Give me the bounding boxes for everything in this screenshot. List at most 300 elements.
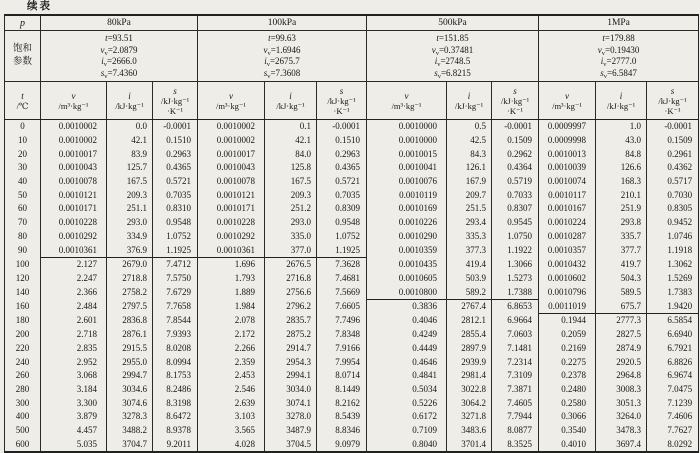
v-cell: 0.4046 bbox=[367, 314, 447, 328]
table-row bbox=[5, 243, 699, 257]
v-cell: 0.1944 bbox=[539, 314, 596, 328]
s-cell: 6.5854 bbox=[647, 314, 699, 328]
v-cell: 0.6172 bbox=[367, 410, 447, 424]
s-cell: 1.0752 bbox=[153, 230, 198, 244]
i-cell: 293.0 bbox=[265, 216, 317, 230]
i-cell: 0.5 bbox=[447, 120, 492, 134]
table-row bbox=[5, 202, 699, 216]
v-cell: 0.0010078 bbox=[198, 175, 265, 189]
i-cell: 2981.4 bbox=[447, 369, 492, 383]
i-cell: 2964.8 bbox=[596, 369, 647, 383]
i-cell: 3008.3 bbox=[596, 383, 647, 397]
v-cell: 4.457 bbox=[41, 424, 107, 438]
v-cell: 2.266 bbox=[198, 342, 265, 356]
v-cell: 3.565 bbox=[198, 424, 265, 438]
v-cell: 0.0010359 bbox=[367, 243, 447, 257]
v-cell: 0.0009998 bbox=[539, 134, 596, 148]
v-cell: 0.5034 bbox=[367, 383, 447, 397]
v-cell: 0.4449 bbox=[367, 342, 447, 356]
i-column-header: i /kJ·kg⁻¹ bbox=[447, 82, 492, 120]
i-cell: 3074.1 bbox=[265, 396, 317, 410]
v-cell: 5.035 bbox=[41, 437, 107, 452]
i-cell: 2836.8 bbox=[107, 314, 153, 328]
pressure-header-cell: 500kPa bbox=[367, 15, 539, 31]
temp-cell: 60 bbox=[5, 202, 41, 216]
v-cell: 2.601 bbox=[41, 314, 107, 328]
s-cell: 8.9378 bbox=[153, 424, 198, 438]
v-cell: 0.0010117 bbox=[539, 188, 596, 202]
i-cell: 3264.0 bbox=[596, 410, 647, 424]
i-cell: 419.7 bbox=[596, 257, 647, 271]
v-cell: 0.3540 bbox=[539, 424, 596, 438]
i-cell: 2777.3 bbox=[596, 314, 647, 328]
s-cell: 7.9166 bbox=[317, 342, 367, 356]
v-column-header: v /m³·kg⁻¹ bbox=[198, 82, 265, 120]
i-cell: 167.5 bbox=[265, 175, 317, 189]
s-cell: 1.7388 bbox=[492, 285, 539, 299]
s-cell: 8.5439 bbox=[317, 410, 367, 424]
saturation-line: $i_v=2748.5$ bbox=[434, 56, 471, 68]
table-row bbox=[5, 437, 699, 452]
saturation-line: $v_v=2.0879$ bbox=[100, 44, 138, 57]
v-cell: 0.0010041 bbox=[367, 161, 447, 175]
s-cell: 7.3109 bbox=[492, 369, 539, 383]
s-cell: 7.7944 bbox=[492, 410, 539, 424]
i-cell: 126.6 bbox=[596, 161, 647, 175]
temp-cell: 500 bbox=[5, 424, 41, 438]
i-cell: 335.0 bbox=[265, 230, 317, 244]
v-cell: 0.0010292 bbox=[41, 230, 107, 244]
i-cell: 589.5 bbox=[596, 285, 647, 299]
pressure-header-cell: 80kPa bbox=[41, 15, 198, 31]
table-row bbox=[5, 383, 699, 397]
s-cell: 7.7627 bbox=[647, 424, 699, 438]
v-cell: 3.184 bbox=[41, 383, 107, 397]
v-cell: 0.0010605 bbox=[367, 272, 447, 286]
v-cell: 0.8040 bbox=[367, 437, 447, 452]
s-cell: 8.0994 bbox=[153, 355, 198, 369]
i-cell: 503.9 bbox=[447, 272, 492, 286]
v-cell: 0.5226 bbox=[367, 396, 447, 410]
v-cell: 0.0010119 bbox=[367, 188, 447, 202]
s-cell: 0.9548 bbox=[153, 216, 198, 230]
v-cell: 0.0010432 bbox=[539, 257, 596, 271]
i-cell: 2875.2 bbox=[265, 328, 317, 342]
s-cell: 0.8310 bbox=[153, 202, 198, 216]
i-cell: 2716.8 bbox=[265, 272, 317, 286]
table-row bbox=[5, 257, 699, 271]
temp-cell: 70 bbox=[5, 216, 41, 230]
i-cell: 376.9 bbox=[107, 243, 153, 257]
i-cell: 209.3 bbox=[265, 188, 317, 202]
s-cell: 7.4712 bbox=[153, 257, 198, 271]
i-cell: 2939.9 bbox=[447, 355, 492, 369]
table-row bbox=[5, 216, 699, 230]
i-cell: 3271.8 bbox=[447, 410, 492, 424]
s-cell: 0.8307 bbox=[492, 202, 539, 216]
i-cell: 2874.9 bbox=[596, 342, 647, 356]
s-cell: 7.9954 bbox=[317, 355, 367, 369]
s-cell: 7.3871 bbox=[492, 383, 539, 397]
s-cell: 1.1925 bbox=[153, 243, 198, 257]
s-cell: 8.1449 bbox=[317, 383, 367, 397]
v-cell: 0.2169 bbox=[539, 342, 596, 356]
v-cell: 0.0010224 bbox=[539, 216, 596, 230]
v-cell: 0.4010 bbox=[539, 437, 596, 452]
s-cell: 8.0292 bbox=[647, 437, 699, 452]
i-cell: 419.4 bbox=[447, 257, 492, 271]
i-cell: 293.0 bbox=[107, 216, 153, 230]
saturation-line: $s_v=7.3608$ bbox=[263, 67, 301, 80]
pressure-header-cell: 100kPa bbox=[198, 15, 367, 31]
table-row bbox=[5, 161, 699, 175]
i-cell: 251.2 bbox=[265, 202, 317, 216]
v-cell: 0.0010357 bbox=[539, 243, 596, 257]
s-cell: 1.0746 bbox=[647, 230, 699, 244]
saturation-params-cell bbox=[539, 31, 699, 82]
i-cell: 3487.9 bbox=[265, 424, 317, 438]
i-cell: 335.7 bbox=[596, 230, 647, 244]
i-cell: 2855.4 bbox=[447, 328, 492, 342]
table-row bbox=[5, 424, 699, 438]
i-cell: 251.1 bbox=[107, 202, 153, 216]
i-cell: 3701.4 bbox=[447, 437, 492, 452]
s-column-header: s /kJ·kg⁻¹ ·K⁻¹ bbox=[317, 82, 367, 120]
v-cell: 0.0010287 bbox=[539, 230, 596, 244]
s-cell: 1.1922 bbox=[492, 243, 539, 257]
s-cell: 0.5717 bbox=[647, 175, 699, 189]
i-column-header: i /kJ·kg⁻¹ bbox=[265, 82, 317, 120]
s-cell: 7.8544 bbox=[153, 314, 198, 328]
v-cell: 0.3066 bbox=[539, 410, 596, 424]
v-cell: 0.0010121 bbox=[41, 188, 107, 202]
s-cell: 8.3525 bbox=[492, 437, 539, 452]
i-cell: 126.1 bbox=[447, 161, 492, 175]
v-cell: 2.172 bbox=[198, 328, 265, 342]
v-cell: 0.0010013 bbox=[539, 147, 596, 161]
i-cell: 334.9 bbox=[107, 230, 153, 244]
i-cell: 84.0 bbox=[265, 147, 317, 161]
v-cell: 0.0009997 bbox=[539, 120, 596, 134]
i-cell: 3074.6 bbox=[107, 396, 153, 410]
i-cell: 293.4 bbox=[447, 216, 492, 230]
s-cell: 0.4362 bbox=[647, 161, 699, 175]
i-cell: 3704.5 bbox=[265, 437, 317, 452]
v-cell: 0.0010290 bbox=[367, 230, 447, 244]
temp-cell: 260 bbox=[5, 369, 41, 383]
v-column-header: v /m³·kg⁻¹ bbox=[539, 82, 596, 120]
v-cell: 2.718 bbox=[41, 328, 107, 342]
s-cell: 0.2963 bbox=[317, 147, 367, 161]
table-row bbox=[5, 31, 699, 82]
s-cell: 0.4364 bbox=[492, 161, 539, 175]
s-cell: 8.0714 bbox=[317, 369, 367, 383]
s-cell: 0.7033 bbox=[492, 188, 539, 202]
saturation-line: $i_v=2675.7$ bbox=[264, 56, 300, 68]
i-cell: 2915.5 bbox=[107, 342, 153, 356]
s-cell: 0.8309 bbox=[317, 202, 367, 216]
i-column-header: i /kJ·kg⁻¹ bbox=[107, 82, 153, 120]
v-cell: 2.835 bbox=[41, 342, 107, 356]
saturation-label-cell bbox=[5, 31, 41, 82]
s-cell: 0.8305 bbox=[647, 202, 699, 216]
table-row bbox=[5, 314, 699, 328]
i-cell: 2797.5 bbox=[107, 299, 153, 313]
s-column-header: s /kJ·kg⁻¹ ·K⁻¹ bbox=[492, 82, 539, 120]
v-cell: 0.0010121 bbox=[198, 188, 265, 202]
temp-cell: 600 bbox=[5, 437, 41, 452]
s-cell: 7.1481 bbox=[492, 342, 539, 356]
i-cell: 209.7 bbox=[447, 188, 492, 202]
v-cell: 0.0010167 bbox=[539, 202, 596, 216]
s-cell: -0.0001 bbox=[492, 120, 539, 134]
i-cell: 2955.0 bbox=[107, 355, 153, 369]
s-cell: 7.0603 bbox=[492, 328, 539, 342]
saturation-line: $v_v=1.6946$ bbox=[263, 44, 301, 57]
pressure-symbol-cell: p bbox=[5, 15, 41, 31]
i-cell: 589.2 bbox=[447, 285, 492, 299]
v-cell: 3.068 bbox=[41, 369, 107, 383]
saturation-line: $v_v=0.37481$ bbox=[431, 44, 474, 57]
saturation-line: $s_v=6.5847$ bbox=[600, 67, 637, 80]
i-cell: 3704.7 bbox=[107, 437, 153, 452]
v-cell: 0.0010000 bbox=[367, 134, 447, 148]
i-cell: 0.0 bbox=[107, 120, 153, 134]
i-cell: 83.9 bbox=[107, 147, 153, 161]
s-cell: 1.7383 bbox=[647, 285, 699, 299]
temp-cell: 90 bbox=[5, 243, 41, 257]
s-cell: 0.5721 bbox=[317, 175, 367, 189]
s-cell: 7.9393 bbox=[153, 328, 198, 342]
i-cell: 2796.2 bbox=[265, 299, 317, 313]
s-cell: 1.9420 bbox=[647, 299, 699, 313]
table-row bbox=[5, 15, 699, 31]
s-cell: 6.6940 bbox=[647, 328, 699, 342]
v-cell: 1.889 bbox=[198, 285, 265, 299]
i-cell: 2812.1 bbox=[447, 314, 492, 328]
table-row bbox=[5, 82, 699, 120]
saturation-line: t=151.85 bbox=[436, 33, 469, 43]
v-cell: 0.0010015 bbox=[367, 147, 447, 161]
v-cell: 0.0010171 bbox=[198, 202, 265, 216]
v-cell: 0.0010226 bbox=[367, 216, 447, 230]
i-cell: 377.3 bbox=[447, 243, 492, 257]
v-cell: 0.4249 bbox=[367, 328, 447, 342]
s-cell: 1.0750 bbox=[492, 230, 539, 244]
temp-cell: 0 bbox=[5, 120, 41, 134]
s-cell: 0.7035 bbox=[317, 188, 367, 202]
v-cell: 2.952 bbox=[41, 355, 107, 369]
v-cell: 2.078 bbox=[198, 314, 265, 328]
i-cell: 84.3 bbox=[447, 147, 492, 161]
table-row bbox=[5, 175, 699, 189]
table-caption: 续表 bbox=[27, 1, 52, 12]
temp-cell: 30 bbox=[5, 161, 41, 175]
v-cell: 0.0010800 bbox=[367, 285, 447, 299]
temp-cell: 400 bbox=[5, 410, 41, 424]
s-cell: 8.0208 bbox=[153, 342, 198, 356]
i-cell: 3697.4 bbox=[596, 437, 647, 452]
v-cell: 0.0010171 bbox=[41, 202, 107, 216]
s-cell: 1.3066 bbox=[492, 257, 539, 271]
v-cell: 0.0010039 bbox=[539, 161, 596, 175]
v-cell: 0.0010017 bbox=[41, 147, 107, 161]
table-row bbox=[5, 328, 699, 342]
i-cell: 377.0 bbox=[265, 243, 317, 257]
saturation-label: 参数 bbox=[12, 57, 32, 67]
v-cell: 3.300 bbox=[41, 396, 107, 410]
i-cell: 2767.4 bbox=[447, 299, 492, 313]
v-cell: 2.484 bbox=[41, 299, 107, 313]
i-cell: 2876.1 bbox=[107, 328, 153, 342]
v-cell: 0.0010361 bbox=[198, 243, 265, 257]
v-cell: 2.639 bbox=[198, 396, 265, 410]
i-cell: 2897.9 bbox=[447, 342, 492, 356]
s-cell: 7.5750 bbox=[153, 272, 198, 286]
v-cell: 2.127 bbox=[41, 257, 107, 271]
s-cell: 7.7658 bbox=[153, 299, 198, 313]
temp-cell: 50 bbox=[5, 188, 41, 202]
temp-cell: 140 bbox=[5, 285, 41, 299]
s-cell: 7.1239 bbox=[647, 396, 699, 410]
i-cell: 125.7 bbox=[107, 161, 153, 175]
table-row bbox=[5, 369, 699, 383]
i-cell: 3064.2 bbox=[447, 396, 492, 410]
s-cell: 0.7035 bbox=[153, 188, 198, 202]
i-cell: 167.5 bbox=[107, 175, 153, 189]
s-cell: 9.2011 bbox=[153, 437, 198, 452]
i-cell: 42.1 bbox=[107, 134, 153, 148]
i-cell: 3478.3 bbox=[596, 424, 647, 438]
v-cell: 0.3836 bbox=[367, 299, 447, 313]
temp-column-header: t /℃ bbox=[5, 82, 41, 120]
s-cell: 6.8653 bbox=[492, 299, 539, 313]
i-cell: 3488.2 bbox=[107, 424, 153, 438]
v-cell: 0.2378 bbox=[539, 369, 596, 383]
i-cell: 167.9 bbox=[447, 175, 492, 189]
s-cell: 0.4365 bbox=[317, 161, 367, 175]
v-cell: 0.0010361 bbox=[41, 243, 107, 257]
s-cell: 6.8826 bbox=[647, 355, 699, 369]
s-cell: 7.8348 bbox=[317, 328, 367, 342]
saturation-line: t=93.51 bbox=[105, 33, 133, 43]
v-cell: 0.2275 bbox=[539, 355, 596, 369]
s-cell: 7.7496 bbox=[317, 314, 367, 328]
s-cell: 0.1510 bbox=[153, 134, 198, 148]
scanned-page bbox=[0, 1, 700, 448]
v-cell: 0.0010002 bbox=[198, 120, 265, 134]
v-column-header: v /m³·kg⁻¹ bbox=[41, 82, 107, 120]
v-cell: 1.793 bbox=[198, 272, 265, 286]
v-cell: 2.453 bbox=[198, 369, 265, 383]
v-cell: 0.0010228 bbox=[41, 216, 107, 230]
table-row bbox=[5, 188, 699, 202]
s-cell: 8.2162 bbox=[317, 396, 367, 410]
v-cell: 2.247 bbox=[41, 272, 107, 286]
s-cell: 7.5669 bbox=[317, 285, 367, 299]
v-cell: 0.0010017 bbox=[198, 147, 265, 161]
v-cell: 0.2059 bbox=[539, 328, 596, 342]
v-cell: 0.0010002 bbox=[41, 134, 107, 148]
saturation-line: t=99.63 bbox=[268, 33, 296, 43]
temp-cell: 280 bbox=[5, 383, 41, 397]
v-cell: 0.0010292 bbox=[198, 230, 265, 244]
v-cell: 0.0010602 bbox=[539, 272, 596, 286]
pressure-header-cell: 1MPa bbox=[539, 15, 699, 31]
i-cell: 251.5 bbox=[447, 202, 492, 216]
i-cell: 1.0 bbox=[596, 120, 647, 134]
v-cell: 0.0010000 bbox=[367, 120, 447, 134]
saturation-line: $i_v=2777.0$ bbox=[600, 56, 637, 68]
s-cell: 8.1753 bbox=[153, 369, 198, 383]
saturation-line: $s_v=6.8215$ bbox=[434, 67, 471, 80]
s-cell: 7.4605 bbox=[492, 396, 539, 410]
s-cell: 0.9545 bbox=[492, 216, 539, 230]
i-cell: 2758.2 bbox=[107, 285, 153, 299]
i-cell: 2718.8 bbox=[107, 272, 153, 286]
temp-cell: 120 bbox=[5, 272, 41, 286]
i-cell: 293.8 bbox=[596, 216, 647, 230]
s-cell: 0.4365 bbox=[153, 161, 198, 175]
temp-cell: 200 bbox=[5, 328, 41, 342]
temp-cell: 40 bbox=[5, 175, 41, 189]
saturation-line: $i_v=2666.0$ bbox=[101, 56, 137, 68]
v-cell: 0.0010043 bbox=[41, 161, 107, 175]
v-cell: 0.0010002 bbox=[198, 134, 265, 148]
i-cell: 168.3 bbox=[596, 175, 647, 189]
i-cell: 2827.5 bbox=[596, 328, 647, 342]
s-cell: 7.0475 bbox=[647, 383, 699, 397]
i-cell: 2920.5 bbox=[596, 355, 647, 369]
v-cell: 0.0010076 bbox=[367, 175, 447, 189]
v-cell: 0.0010074 bbox=[539, 175, 596, 189]
s-cell: 7.4606 bbox=[647, 410, 699, 424]
temp-cell: 20 bbox=[5, 147, 41, 161]
v-cell: 0.0010169 bbox=[367, 202, 447, 216]
table-row bbox=[5, 230, 699, 244]
s-cell: 6.7921 bbox=[647, 342, 699, 356]
table-row bbox=[5, 355, 699, 369]
i-cell: 3034.6 bbox=[107, 383, 153, 397]
s-cell: 7.6605 bbox=[317, 299, 367, 313]
v-cell: 3.879 bbox=[41, 410, 107, 424]
s-column-header: s /kJ·kg⁻¹ ·K⁻¹ bbox=[647, 82, 699, 120]
v-cell: 0.2580 bbox=[539, 396, 596, 410]
i-cell: 251.9 bbox=[596, 202, 647, 216]
i-cell: 2954.3 bbox=[265, 355, 317, 369]
i-cell: 2994.1 bbox=[265, 369, 317, 383]
v-cell: 0.7109 bbox=[367, 424, 447, 438]
table-row bbox=[5, 120, 699, 134]
s-cell: 0.1509 bbox=[647, 134, 699, 148]
saturation-params-cell bbox=[367, 31, 539, 82]
temp-cell: 80 bbox=[5, 230, 41, 244]
s-cell: 9.0979 bbox=[317, 437, 367, 452]
i-cell: 84.8 bbox=[596, 147, 647, 161]
s-cell: 0.9548 bbox=[317, 216, 367, 230]
i-cell: 3483.6 bbox=[447, 424, 492, 438]
s-cell: -0.0001 bbox=[317, 120, 367, 134]
i-column-header: i /kJ·kg⁻¹ bbox=[596, 82, 647, 120]
table-row bbox=[5, 299, 699, 313]
temp-cell: 240 bbox=[5, 355, 41, 369]
s-cell: 8.8346 bbox=[317, 424, 367, 438]
i-cell: 2994.7 bbox=[107, 369, 153, 383]
v-cell: 0.0011019 bbox=[539, 299, 596, 313]
s-cell: 1.5273 bbox=[492, 272, 539, 286]
v-cell: 1.696 bbox=[198, 257, 265, 271]
s-cell: 1.0752 bbox=[317, 230, 367, 244]
